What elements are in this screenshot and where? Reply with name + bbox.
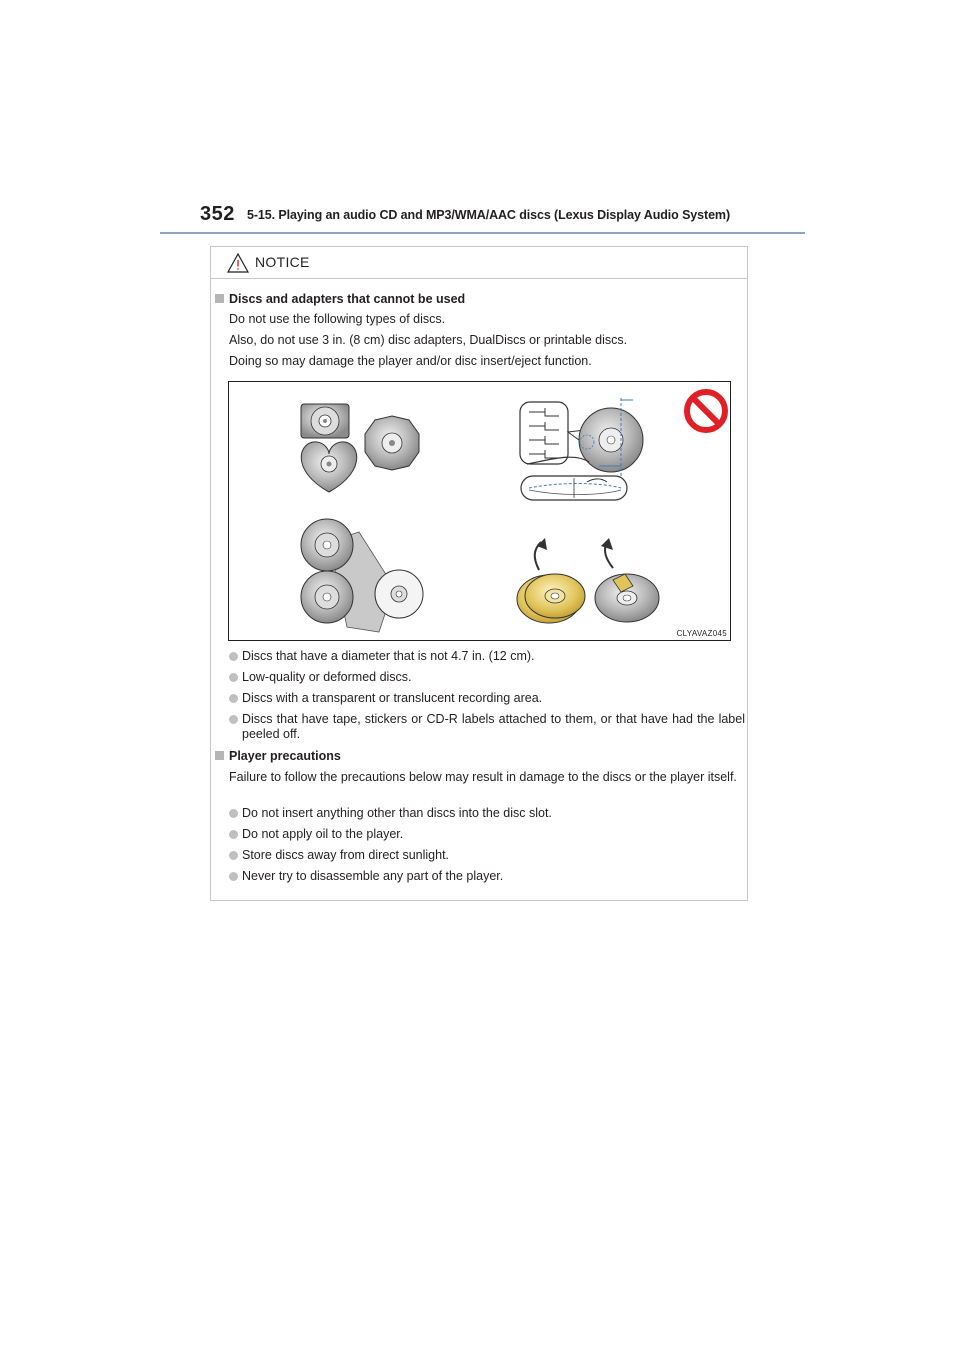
translucent-disc xyxy=(517,538,585,623)
section-heading-player: Player precautions xyxy=(215,749,341,763)
bullet-dot xyxy=(229,694,238,703)
list-item: Never try to disassemble any part of the player. xyxy=(229,869,745,884)
section-heading-discs: Discs and adapters that cannot be used xyxy=(215,292,465,306)
disc-illustration xyxy=(228,381,731,641)
section-title: 5-15. Playing an audio CD and MP3/WMA/AAC discs (Lexus Display Audio System) xyxy=(247,208,731,222)
square-disc xyxy=(301,404,349,438)
heart-disc xyxy=(301,442,357,492)
page-number: 352 xyxy=(200,203,235,225)
paragraph: Failure to follow the precautions below may result in damage to the discs or the player itself. xyxy=(229,770,737,784)
list-item: Low-quality or deformed discs. xyxy=(229,670,745,685)
page-header xyxy=(160,203,805,235)
bullet-dot xyxy=(229,851,238,860)
disc-illustration-art xyxy=(229,382,730,640)
disc-adapter-stack xyxy=(301,519,423,632)
list-item: Do not insert anything other than discs into the disc slot. xyxy=(229,806,745,821)
bullet-dot xyxy=(229,809,238,818)
paragraph: Doing so may damage the player and/or disc insert/eject function. xyxy=(229,354,592,368)
list-item: Store discs away from direct sunlight. xyxy=(229,848,745,863)
prohibited-sign-icon xyxy=(687,392,725,430)
figure-code: CLYAVAZ045 xyxy=(676,629,727,638)
sticker-disc xyxy=(595,538,659,622)
warning-triangle-icon xyxy=(227,253,249,273)
paragraph: Also, do not use 3 in. (8 cm) disc adapters, DualDiscs or printable discs. xyxy=(229,333,628,347)
list-item: Discs that have a diameter that is not 4.7 in. (12 cm). xyxy=(229,649,745,664)
square-bullet-icon xyxy=(215,294,224,303)
bullet-dot xyxy=(229,652,238,661)
notice-label: NOTICE xyxy=(255,254,310,270)
square-bullet-icon xyxy=(215,751,224,760)
bullet-dot xyxy=(229,715,238,724)
bullet-dot xyxy=(229,830,238,839)
list-item: Do not apply oil to the player. xyxy=(229,827,745,842)
bullet-dot xyxy=(229,872,238,881)
notice-header xyxy=(211,247,747,279)
paragraph: Do not use the following types of discs. xyxy=(229,312,446,326)
header-rule xyxy=(160,232,805,234)
octagon-disc xyxy=(365,416,419,470)
list-item: Discs with a transparent or translucent recording area. xyxy=(229,691,745,706)
list-item: Discs that have tape, stickers or CD-R labels attached to them, or that have had the label peeled off. xyxy=(229,712,745,742)
bullet-dot xyxy=(229,673,238,682)
